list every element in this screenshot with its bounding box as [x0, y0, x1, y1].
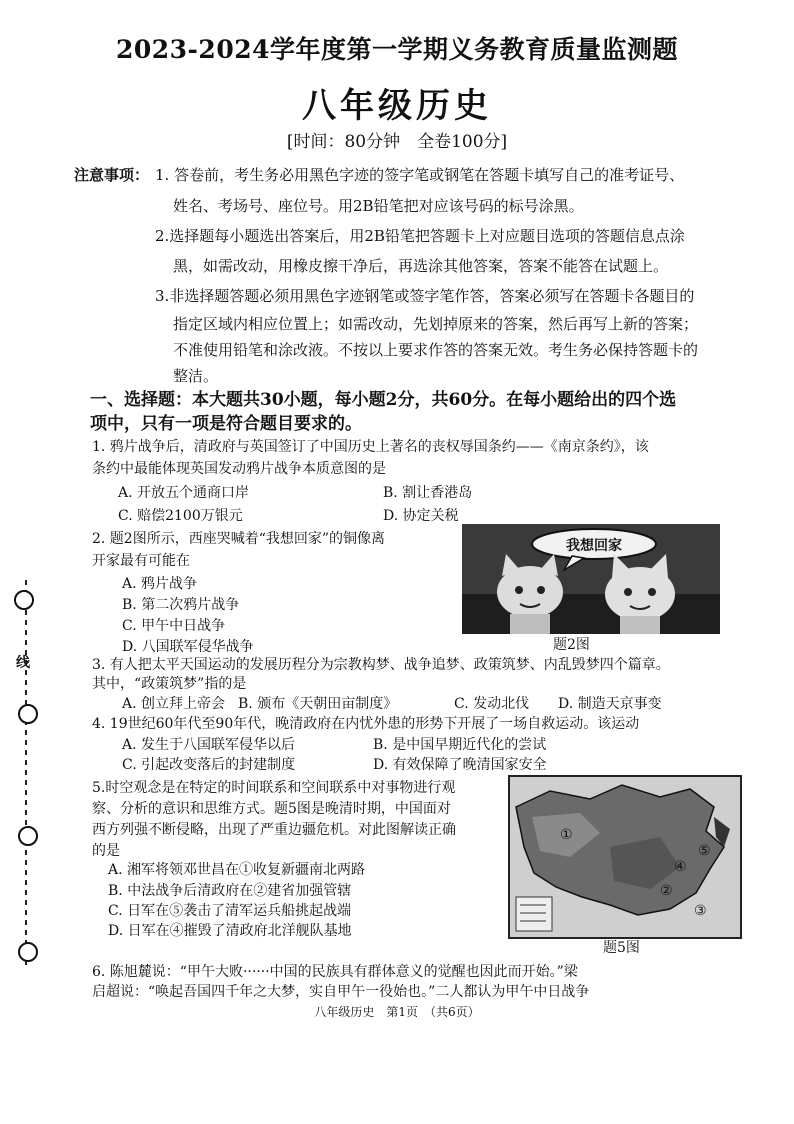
note-2-line-1: 2.选择题每小题选出答案后，用2B铅笔把答题卡上对应题目选项的答题信息点涂 [155, 227, 685, 245]
q5-option-b: B. 中法战争后清政府在②建省加强管辖 [108, 883, 352, 899]
map-mark-4: ④ [674, 859, 687, 875]
exam-title: 2023-2024学年度第一学期义务教育质量监测题 [115, 35, 679, 64]
q2-option-c: C. 甲午中日战争 [122, 618, 226, 634]
q5-option-c: C. 日军在⑤袭击了清军运兵船挑起战端 [108, 903, 352, 919]
q2-option-a: A. 鸦片战争 [122, 576, 198, 592]
q2-figure-bronze-heads [462, 524, 720, 634]
map-mark-3: ③ [694, 903, 707, 919]
q5-stem-line-3: 西方列强不断侵略，出现了严重边疆危机。对此图解读正确 [92, 822, 456, 838]
q4-stem-line-1: 4. 19世纪60年代至90年代，晚清政府在内忧外患的形势下开展了一场自救运动。该运动 [92, 716, 640, 732]
note-2-line-2: 黑，如需改动，用橡皮擦干净后，再选涂其他答案，答案不能答在试题上。 [173, 257, 669, 275]
q4-option-d: D. 有效保障了晚清国家安全 [373, 757, 547, 773]
binding-line-label: 线 [16, 655, 30, 671]
subject-title: 八年级历史 [302, 86, 492, 126]
qing-china-map [510, 777, 740, 937]
q1-option-b: B. 割让香港岛 [383, 485, 473, 501]
q2-figure-caption: 题2图 [553, 637, 590, 653]
q2-stem-line-1: 2. 题2图所示，西座哭喊着“我想回家”的铜像离 [92, 531, 386, 547]
q2-option-b: B. 第二次鸦片战争 [122, 597, 240, 613]
q3-stem-line-2: 其中，“政策筑梦”指的是 [92, 676, 247, 692]
q5-figure-caption: 题5图 [603, 940, 640, 956]
bronze-heads-illustration [462, 524, 720, 634]
note-3-line-4: 整洁。 [173, 367, 219, 385]
q1-option-c: C. 赔偿2100万银元 [118, 508, 243, 524]
q5-stem-line-4: 的是 [92, 843, 120, 859]
speech-bubble-text: 我想回家 [566, 538, 622, 554]
q2-option-d: D. 八国联军侵华战争 [122, 639, 254, 655]
q4-option-b: B. 是中国早期近代化的尝试 [373, 737, 547, 753]
q6-stem-line-2: 启超说：“唤起吾国四千年之大梦，实自甲午一役始也。”二人都认为甲午中日战争 [92, 984, 590, 1000]
q3-option-a: A. 创立拜上帝会 [122, 696, 226, 712]
map-mark-2: ② [660, 883, 673, 899]
q5-stem-line-2: 察、分析的意识和思维方式。题5图是晚清时期，中国面对 [92, 801, 451, 817]
q2-stem-line-2: 开家最有可能在 [92, 553, 190, 569]
q3-option-b: B. 颁布《天朝田亩制度》 [238, 696, 398, 712]
note-3-line-3: 不准使用铅笔和涂改液。不按以上要求作答的答案无效。考生务必保持答题卡的 [173, 341, 699, 359]
page-footer: 八年级历史 第1页 （共6页） [314, 1005, 480, 1019]
q4-option-c: C. 引起改变落后的封建制度 [122, 757, 296, 773]
q1-stem-line-2: 条约中最能体现英国发动鸦片战争本质意图的是 [92, 461, 386, 477]
note-3-line-1: 3.非选择题答题必须用黑色字迹钢笔或签字笔作答，答案必须写在答题卡各题目的 [155, 287, 695, 305]
q1-option-a: A. 开放五个通商口岸 [118, 485, 250, 501]
q1-stem-line-1: 1. 鸦片战争后，清政府与英国签订了中国历史上著名的丧权辱国条约——《南京条约》，该 [92, 439, 649, 455]
q1-option-d: D. 协定关税 [383, 508, 459, 524]
note-3-line-2: 指定区域内相应位置上；如需改动，先划掉原来的答案，然后再写上新的答案； [173, 315, 699, 333]
note-1-line-1: 1. 答卷前，考生务必用黑色字迹的签字笔或钢笔在答题卡填写自己的准考证号、 [155, 166, 685, 184]
note-1-line-2: 姓名、考场号、座位号。用2B铅笔把对应该号码的标号涂黑。 [173, 197, 584, 215]
map-mark-5: ⑤ [698, 843, 711, 859]
q5-option-d: D. 日军在④摧毁了清政府北洋舰队基地 [108, 923, 352, 939]
q3-option-c: C. 发动北伐 [454, 696, 530, 712]
q5-stem-line-1: 5.时空观念是在特定的时间联系和空间联系中对事物进行观 [92, 780, 456, 796]
q4-option-a: A. 发生于八国联军侵华以后 [122, 737, 296, 753]
q6-stem-line-1: 6. 陈旭麓说：“甲午大败······中国的民族具有群体意义的觉醒也因此而开始。”梁 [92, 964, 578, 980]
notes-label: 注意事项： [74, 166, 150, 184]
time-info: [时间：80分钟 全卷100分] [286, 132, 508, 152]
section-1-heading-line-1: 一、选择题：本大题共30小题，每小题2分，共60分。在每小题给出的四个选 [90, 390, 677, 410]
q3-option-d: D. 制造天京事变 [558, 696, 662, 712]
q5-option-a: A. 湘军将领邓世昌在①收复新疆南北两路 [108, 862, 366, 878]
q3-stem-line-1: 3. 有人把太平天国运动的发展历程分为宗教构梦、战争追梦、政策筑梦、内乱毁梦四个篇章。 [92, 657, 670, 673]
section-1-heading-line-2: 项中，只有一项是符合题目要求的。 [90, 414, 362, 434]
map-mark-1: ① [560, 827, 573, 843]
q5-figure-map [508, 775, 742, 939]
binding-cut-line [6, 580, 46, 970]
